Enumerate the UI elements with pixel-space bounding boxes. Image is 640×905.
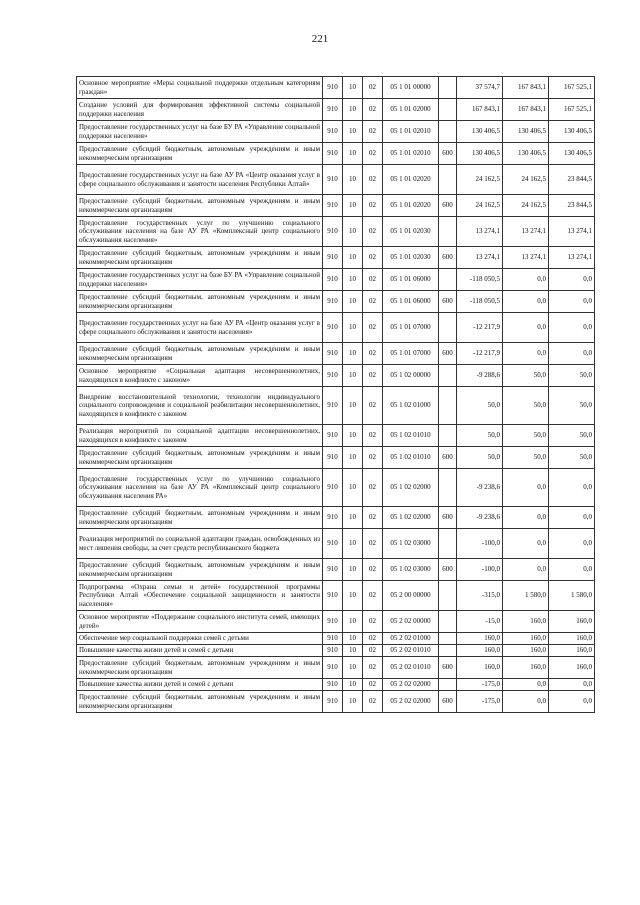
row-ministry-code: 910 bbox=[323, 559, 343, 581]
row-name: Предоставление государственных услуг на базе БУ РА «Управление социальной поддержки населения» bbox=[77, 269, 323, 291]
row-name: Предоставление субсидий бюджетным, автономным учреждениям и иным некоммерческим организациям bbox=[77, 559, 323, 581]
row-section-code: 10 bbox=[343, 581, 363, 611]
row-section-code: 10 bbox=[343, 425, 363, 447]
row-amount-year2: 0,0 bbox=[503, 343, 549, 365]
row-amount-year2: 130 406,5 bbox=[503, 121, 549, 143]
row-amount-year2: 50,0 bbox=[503, 447, 549, 469]
row-amount-year3: 130 406,5 bbox=[549, 143, 595, 165]
row-section-code: 10 bbox=[343, 507, 363, 529]
row-target-article: 05 1 01 02020 bbox=[383, 195, 439, 217]
table-row bbox=[77, 291, 595, 313]
row-section-code: 10 bbox=[343, 269, 363, 291]
row-ministry-code: 910 bbox=[323, 507, 343, 529]
row-ministry-code: 910 bbox=[323, 447, 343, 469]
table-row bbox=[77, 529, 595, 559]
row-amount-year1: 160,0 bbox=[457, 645, 503, 657]
row-target-article: 05 1 02 01000 bbox=[383, 387, 439, 425]
row-name: Предоставление государственных услуг на базе АУ РА «Центр оказания услуг в сфере социального обслуживания и занятости населения» bbox=[77, 313, 323, 343]
row-expense-type: 600 bbox=[439, 447, 457, 469]
row-expense-type: 600 bbox=[439, 143, 457, 165]
row-amount-year2: 0,0 bbox=[503, 691, 549, 713]
row-subsection-code: 02 bbox=[363, 247, 383, 269]
row-amount-year2: 0,0 bbox=[503, 679, 549, 691]
row-name: Предоставление государственных услуг на базе АУ РА «Центр оказания услуг в сфере социального обслуживания и занятости населения Республики Алтай» bbox=[77, 165, 323, 195]
table-row bbox=[77, 313, 595, 343]
row-amount-year1: -9 238,6 bbox=[457, 469, 503, 507]
table-row bbox=[77, 165, 595, 195]
row-name: Подпрограмма «Охрана семьи и детей» государственной программы Республики Алтай «Обеспечение социальной защищенности и занятости населения» bbox=[77, 581, 323, 611]
row-target-article: 05 2 02 01000 bbox=[383, 633, 439, 645]
row-amount-year1: -9 238,6 bbox=[457, 507, 503, 529]
row-amount-year2: 160,0 bbox=[503, 645, 549, 657]
row-ministry-code: 910 bbox=[323, 469, 343, 507]
row-expense-type: 600 bbox=[439, 691, 457, 713]
row-name: Внедрение восстановительной технологии, технологии индивидуального социального сопровождения и социальной реабилитации несовершеннолетних, находящихся в конфликте с законом bbox=[77, 387, 323, 425]
row-amount-year3: 167 525,1 bbox=[549, 77, 595, 99]
row-section-code: 10 bbox=[343, 247, 363, 269]
row-target-article: 05 1 01 07000 bbox=[383, 343, 439, 365]
row-section-code: 10 bbox=[343, 559, 363, 581]
row-amount-year1: 130 406,5 bbox=[457, 121, 503, 143]
table-row bbox=[77, 679, 595, 691]
row-amount-year1: 24 162,5 bbox=[457, 165, 503, 195]
row-subsection-code: 02 bbox=[363, 143, 383, 165]
row-ministry-code: 910 bbox=[323, 343, 343, 365]
row-expense-type: 600 bbox=[439, 507, 457, 529]
row-amount-year1: 167 843,1 bbox=[457, 99, 503, 121]
table-row bbox=[77, 611, 595, 633]
row-section-code: 10 bbox=[343, 195, 363, 217]
row-amount-year1: 130 406,5 bbox=[457, 143, 503, 165]
row-amount-year3: 0,0 bbox=[549, 269, 595, 291]
table-row bbox=[77, 447, 595, 469]
budget-table bbox=[76, 76, 595, 713]
row-section-code: 10 bbox=[343, 165, 363, 195]
row-target-article: 05 1 02 02000 bbox=[383, 469, 439, 507]
table-row bbox=[77, 99, 595, 121]
row-name: Предоставление субсидий бюджетным, автономным учреждениям и иным некоммерческим организациям bbox=[77, 691, 323, 713]
row-ministry-code: 910 bbox=[323, 633, 343, 645]
row-subsection-code: 02 bbox=[363, 581, 383, 611]
table-row bbox=[77, 387, 595, 425]
row-expense-type bbox=[439, 581, 457, 611]
table-row bbox=[77, 269, 595, 291]
row-target-article: 05 1 01 02020 bbox=[383, 165, 439, 195]
row-subsection-code: 02 bbox=[363, 343, 383, 365]
row-expense-type bbox=[439, 611, 457, 633]
row-target-article: 05 2 02 01010 bbox=[383, 645, 439, 657]
row-amount-year2: 13 274,1 bbox=[503, 247, 549, 269]
row-ministry-code: 910 bbox=[323, 195, 343, 217]
row-amount-year2: 0,0 bbox=[503, 559, 549, 581]
row-amount-year2: 50,0 bbox=[503, 387, 549, 425]
row-amount-year1: -9 288,6 bbox=[457, 365, 503, 387]
row-ministry-code: 910 bbox=[323, 291, 343, 313]
row-ministry-code: 910 bbox=[323, 645, 343, 657]
row-amount-year1: -315,0 bbox=[457, 581, 503, 611]
row-expense-type bbox=[439, 645, 457, 657]
row-target-article: 05 1 01 02030 bbox=[383, 217, 439, 247]
row-expense-type bbox=[439, 425, 457, 447]
row-subsection-code: 02 bbox=[363, 529, 383, 559]
row-target-article: 05 1 02 02000 bbox=[383, 507, 439, 529]
row-amount-year3: 0,0 bbox=[549, 529, 595, 559]
table-row bbox=[77, 121, 595, 143]
row-subsection-code: 02 bbox=[363, 291, 383, 313]
row-amount-year3: 0,0 bbox=[549, 343, 595, 365]
row-amount-year2: 160,0 bbox=[503, 611, 549, 633]
row-amount-year1: -175,0 bbox=[457, 691, 503, 713]
row-section-code: 10 bbox=[343, 691, 363, 713]
table-row bbox=[77, 365, 595, 387]
row-target-article: 05 2 00 00000 bbox=[383, 581, 439, 611]
row-ministry-code: 910 bbox=[323, 313, 343, 343]
row-subsection-code: 02 bbox=[363, 469, 383, 507]
row-section-code: 10 bbox=[343, 313, 363, 343]
row-section-code: 10 bbox=[343, 611, 363, 633]
row-name: Предоставление субсидий бюджетным, автономным учреждениям и иным некоммерческим организациям bbox=[77, 291, 323, 313]
row-ministry-code: 910 bbox=[323, 387, 343, 425]
row-section-code: 10 bbox=[343, 343, 363, 365]
row-target-article: 05 2 02 00000 bbox=[383, 611, 439, 633]
row-amount-year2: 0,0 bbox=[503, 269, 549, 291]
row-target-article: 05 2 02 02000 bbox=[383, 679, 439, 691]
row-amount-year1: 37 574,7 bbox=[457, 77, 503, 99]
row-amount-year3: 13 274,1 bbox=[549, 217, 595, 247]
row-amount-year3: 160,0 bbox=[549, 611, 595, 633]
row-ministry-code: 910 bbox=[323, 679, 343, 691]
row-target-article: 05 1 01 06000 bbox=[383, 291, 439, 313]
row-amount-year2: 160,0 bbox=[503, 657, 549, 679]
row-name: Предоставление субсидий бюджетным, автономным учреждениям и иным некоммерческим организациям bbox=[77, 507, 323, 529]
row-name: Создание условий для формирования эффективной системы социальной поддержки населения bbox=[77, 99, 323, 121]
table-row bbox=[77, 645, 595, 657]
row-amount-year3: 23 844,5 bbox=[549, 165, 595, 195]
row-amount-year2: 0,0 bbox=[503, 291, 549, 313]
table-row bbox=[77, 633, 595, 645]
row-name: Реализация мероприятий по социальной адаптации несовершеннолетних, находящихся в конфликте с законом bbox=[77, 425, 323, 447]
row-target-article: 05 1 01 06000 bbox=[383, 269, 439, 291]
row-expense-type: 600 bbox=[439, 195, 457, 217]
row-ministry-code: 910 bbox=[323, 165, 343, 195]
row-subsection-code: 02 bbox=[363, 77, 383, 99]
row-target-article: 05 1 02 00000 bbox=[383, 365, 439, 387]
row-subsection-code: 02 bbox=[363, 99, 383, 121]
row-expense-type bbox=[439, 313, 457, 343]
row-ministry-code: 910 bbox=[323, 247, 343, 269]
row-subsection-code: 02 bbox=[363, 217, 383, 247]
row-expense-type: 600 bbox=[439, 657, 457, 679]
row-amount-year3: 130 406,5 bbox=[549, 121, 595, 143]
row-section-code: 10 bbox=[343, 365, 363, 387]
row-amount-year3: 50,0 bbox=[549, 447, 595, 469]
row-section-code: 10 bbox=[343, 469, 363, 507]
row-section-code: 10 bbox=[343, 447, 363, 469]
row-section-code: 10 bbox=[343, 121, 363, 143]
row-ministry-code: 910 bbox=[323, 657, 343, 679]
row-ministry-code: 910 bbox=[323, 99, 343, 121]
row-amount-year2: 50,0 bbox=[503, 365, 549, 387]
row-section-code: 10 bbox=[343, 291, 363, 313]
row-ministry-code: 910 bbox=[323, 121, 343, 143]
row-amount-year1: 50,0 bbox=[457, 387, 503, 425]
table-row bbox=[77, 143, 595, 165]
page-number: 221 bbox=[311, 33, 329, 45]
row-amount-year2: 0,0 bbox=[503, 529, 549, 559]
table-row bbox=[77, 425, 595, 447]
row-ministry-code: 910 bbox=[323, 365, 343, 387]
row-ministry-code: 910 bbox=[323, 691, 343, 713]
row-subsection-code: 02 bbox=[363, 425, 383, 447]
row-amount-year2: 1 580,0 bbox=[503, 581, 549, 611]
row-name: Основное мероприятие «Социальная адаптация несовершеннолетних, находящихся в конфликте с законом» bbox=[77, 365, 323, 387]
row-section-code: 10 bbox=[343, 529, 363, 559]
row-subsection-code: 02 bbox=[363, 633, 383, 645]
row-target-article: 05 1 02 01010 bbox=[383, 425, 439, 447]
row-section-code: 10 bbox=[343, 77, 363, 99]
table-row bbox=[77, 247, 595, 269]
row-name: Предоставление субсидий бюджетным, автономным учреждениям и иным некоммерческим организациям bbox=[77, 657, 323, 679]
row-expense-type bbox=[439, 121, 457, 143]
row-section-code: 10 bbox=[343, 99, 363, 121]
row-section-code: 10 bbox=[343, 645, 363, 657]
row-amount-year1: 50,0 bbox=[457, 425, 503, 447]
row-expense-type: 600 bbox=[439, 291, 457, 313]
table-row bbox=[77, 691, 595, 713]
row-name: Основное мероприятие «Поддержание социального института семей, имеющих детей» bbox=[77, 611, 323, 633]
row-expense-type bbox=[439, 633, 457, 645]
row-amount-year3: 160,0 bbox=[549, 633, 595, 645]
row-subsection-code: 02 bbox=[363, 679, 383, 691]
row-name: Предоставление субсидий бюджетным, автономным учреждениям и иным некоммерческим организациям bbox=[77, 195, 323, 217]
row-target-article: 05 1 01 00000 bbox=[383, 77, 439, 99]
row-expense-type bbox=[439, 529, 457, 559]
row-expense-type: 600 bbox=[439, 343, 457, 365]
row-amount-year2: 160,0 bbox=[503, 633, 549, 645]
table-row bbox=[77, 343, 595, 365]
row-expense-type bbox=[439, 387, 457, 425]
row-target-article: 05 1 01 02000 bbox=[383, 99, 439, 121]
row-subsection-code: 02 bbox=[363, 269, 383, 291]
row-target-article: 05 1 02 03000 bbox=[383, 559, 439, 581]
row-name: Повышение качества жизни детей и семей с детьми bbox=[77, 679, 323, 691]
row-subsection-code: 02 bbox=[363, 611, 383, 633]
row-name: Основное мероприятие «Меры социальной поддержки отдельным категориям граждан» bbox=[77, 77, 323, 99]
row-amount-year3: 160,0 bbox=[549, 645, 595, 657]
table-row bbox=[77, 559, 595, 581]
row-ministry-code: 910 bbox=[323, 529, 343, 559]
row-amount-year3: 0,0 bbox=[549, 469, 595, 507]
row-name: Предоставление субсидий бюджетным, автономным учреждениям и иным некоммерческим организациям bbox=[77, 143, 323, 165]
row-amount-year1: -100,0 bbox=[457, 559, 503, 581]
row-amount-year3: 0,0 bbox=[549, 507, 595, 529]
row-target-article: 05 2 02 02000 bbox=[383, 691, 439, 713]
row-target-article: 05 1 02 01010 bbox=[383, 447, 439, 469]
row-amount-year3: 1 580,0 bbox=[549, 581, 595, 611]
row-name: Предоставление государственных услуг по улучшению социального обслуживания населения на базе АУ РА «Комплексный центр социального обслуживания населения РА» bbox=[77, 469, 323, 507]
row-subsection-code: 02 bbox=[363, 691, 383, 713]
row-amount-year1: 13 274,1 bbox=[457, 247, 503, 269]
row-amount-year2: 24 162,5 bbox=[503, 195, 549, 217]
row-amount-year3: 0,0 bbox=[549, 559, 595, 581]
row-amount-year2: 13 274,1 bbox=[503, 217, 549, 247]
row-ministry-code: 910 bbox=[323, 143, 343, 165]
table-row bbox=[77, 77, 595, 99]
row-ministry-code: 910 bbox=[323, 581, 343, 611]
row-amount-year3: 50,0 bbox=[549, 365, 595, 387]
row-target-article: 05 1 01 07000 bbox=[383, 313, 439, 343]
row-amount-year1: -100,0 bbox=[457, 529, 503, 559]
row-amount-year3: 167 525,1 bbox=[549, 99, 595, 121]
row-subsection-code: 02 bbox=[363, 387, 383, 425]
row-name: Предоставление государственных услуг на базе БУ РА «Управление социальной поддержки населения» bbox=[77, 121, 323, 143]
row-ministry-code: 910 bbox=[323, 77, 343, 99]
row-expense-type bbox=[439, 99, 457, 121]
row-expense-type bbox=[439, 269, 457, 291]
row-ministry-code: 910 bbox=[323, 269, 343, 291]
table-row bbox=[77, 195, 595, 217]
row-amount-year1: 160,0 bbox=[457, 657, 503, 679]
table-row bbox=[77, 217, 595, 247]
row-subsection-code: 02 bbox=[363, 313, 383, 343]
row-amount-year1: -175,0 bbox=[457, 679, 503, 691]
row-expense-type: 600 bbox=[439, 247, 457, 269]
row-amount-year2: 0,0 bbox=[503, 313, 549, 343]
row-amount-year2: 24 162,5 bbox=[503, 165, 549, 195]
row-subsection-code: 02 bbox=[363, 657, 383, 679]
row-name: Предоставление субсидий бюджетным, автономным учреждениям и иным некоммерческим организациям bbox=[77, 343, 323, 365]
row-ministry-code: 910 bbox=[323, 611, 343, 633]
row-section-code: 10 bbox=[343, 217, 363, 247]
row-name: Предоставление субсидий бюджетным, автономным учреждениям и иным некоммерческим организациям bbox=[77, 247, 323, 269]
row-ministry-code: 910 bbox=[323, 425, 343, 447]
row-amount-year1: -12 217,9 bbox=[457, 343, 503, 365]
row-subsection-code: 02 bbox=[363, 645, 383, 657]
row-target-article: 05 1 01 02010 bbox=[383, 143, 439, 165]
row-section-code: 10 bbox=[343, 657, 363, 679]
row-expense-type: 600 bbox=[439, 559, 457, 581]
row-amount-year2: 167 843,1 bbox=[503, 77, 549, 99]
row-amount-year3: 160,0 bbox=[549, 657, 595, 679]
row-amount-year1: -15,0 bbox=[457, 611, 503, 633]
row-name: Предоставление государственных услуг по улучшению социального обслуживания населения на базе АУ РА «Комплексный центр социального обслуживания населения» bbox=[77, 217, 323, 247]
row-subsection-code: 02 bbox=[363, 165, 383, 195]
row-expense-type bbox=[439, 469, 457, 507]
row-expense-type bbox=[439, 679, 457, 691]
row-amount-year2: 167 843,1 bbox=[503, 99, 549, 121]
row-ministry-code: 910 bbox=[323, 217, 343, 247]
row-amount-year2: 130 406,5 bbox=[503, 143, 549, 165]
row-amount-year1: 13 274,1 bbox=[457, 217, 503, 247]
row-amount-year3: 0,0 bbox=[549, 679, 595, 691]
row-amount-year3: 23 844,5 bbox=[549, 195, 595, 217]
row-section-code: 10 bbox=[343, 143, 363, 165]
row-amount-year1: 24 162,5 bbox=[457, 195, 503, 217]
row-amount-year1: -118 050,5 bbox=[457, 291, 503, 313]
row-section-code: 10 bbox=[343, 679, 363, 691]
row-section-code: 10 bbox=[343, 387, 363, 425]
row-amount-year1: 50,0 bbox=[457, 447, 503, 469]
row-amount-year2: 0,0 bbox=[503, 469, 549, 507]
row-target-article: 05 2 02 01010 bbox=[383, 657, 439, 679]
row-amount-year3: 13 274,1 bbox=[549, 247, 595, 269]
row-name: Предоставление субсидий бюджетным, автономным учреждениям и иным некоммерческим организациям bbox=[77, 447, 323, 469]
row-target-article: 05 1 01 02010 bbox=[383, 121, 439, 143]
row-expense-type bbox=[439, 165, 457, 195]
row-name: Обеспечение мер социальной поддержки семей с детьми bbox=[77, 633, 323, 645]
row-name: Реализация мероприятий по социальной адаптации граждан, освобожденных из мест лишения свободы, за счет средств республиканского бюджета bbox=[77, 529, 323, 559]
row-amount-year1: -12 217,9 bbox=[457, 313, 503, 343]
row-amount-year2: 0,0 bbox=[503, 507, 549, 529]
row-amount-year3: 50,0 bbox=[549, 387, 595, 425]
row-amount-year3: 0,0 bbox=[549, 291, 595, 313]
row-name: Повышение качества жизни детей и семей с детьми bbox=[77, 645, 323, 657]
row-subsection-code: 02 bbox=[363, 559, 383, 581]
row-target-article: 05 1 01 02030 bbox=[383, 247, 439, 269]
row-amount-year3: 0,0 bbox=[549, 313, 595, 343]
row-amount-year3: 0,0 bbox=[549, 691, 595, 713]
table-row bbox=[77, 469, 595, 507]
row-subsection-code: 02 bbox=[363, 507, 383, 529]
table-row bbox=[77, 507, 595, 529]
table-row bbox=[77, 581, 595, 611]
row-amount-year3: 50,0 bbox=[549, 425, 595, 447]
row-amount-year1: 160,0 bbox=[457, 633, 503, 645]
row-subsection-code: 02 bbox=[363, 121, 383, 143]
row-amount-year1: -118 050,5 bbox=[457, 269, 503, 291]
table-row bbox=[77, 657, 595, 679]
row-expense-type bbox=[439, 365, 457, 387]
row-expense-type bbox=[439, 77, 457, 99]
row-subsection-code: 02 bbox=[363, 195, 383, 217]
row-subsection-code: 02 bbox=[363, 365, 383, 387]
row-expense-type bbox=[439, 217, 457, 247]
row-subsection-code: 02 bbox=[363, 447, 383, 469]
row-target-article: 05 1 02 03000 bbox=[383, 529, 439, 559]
row-amount-year2: 50,0 bbox=[503, 425, 549, 447]
row-section-code: 10 bbox=[343, 633, 363, 645]
